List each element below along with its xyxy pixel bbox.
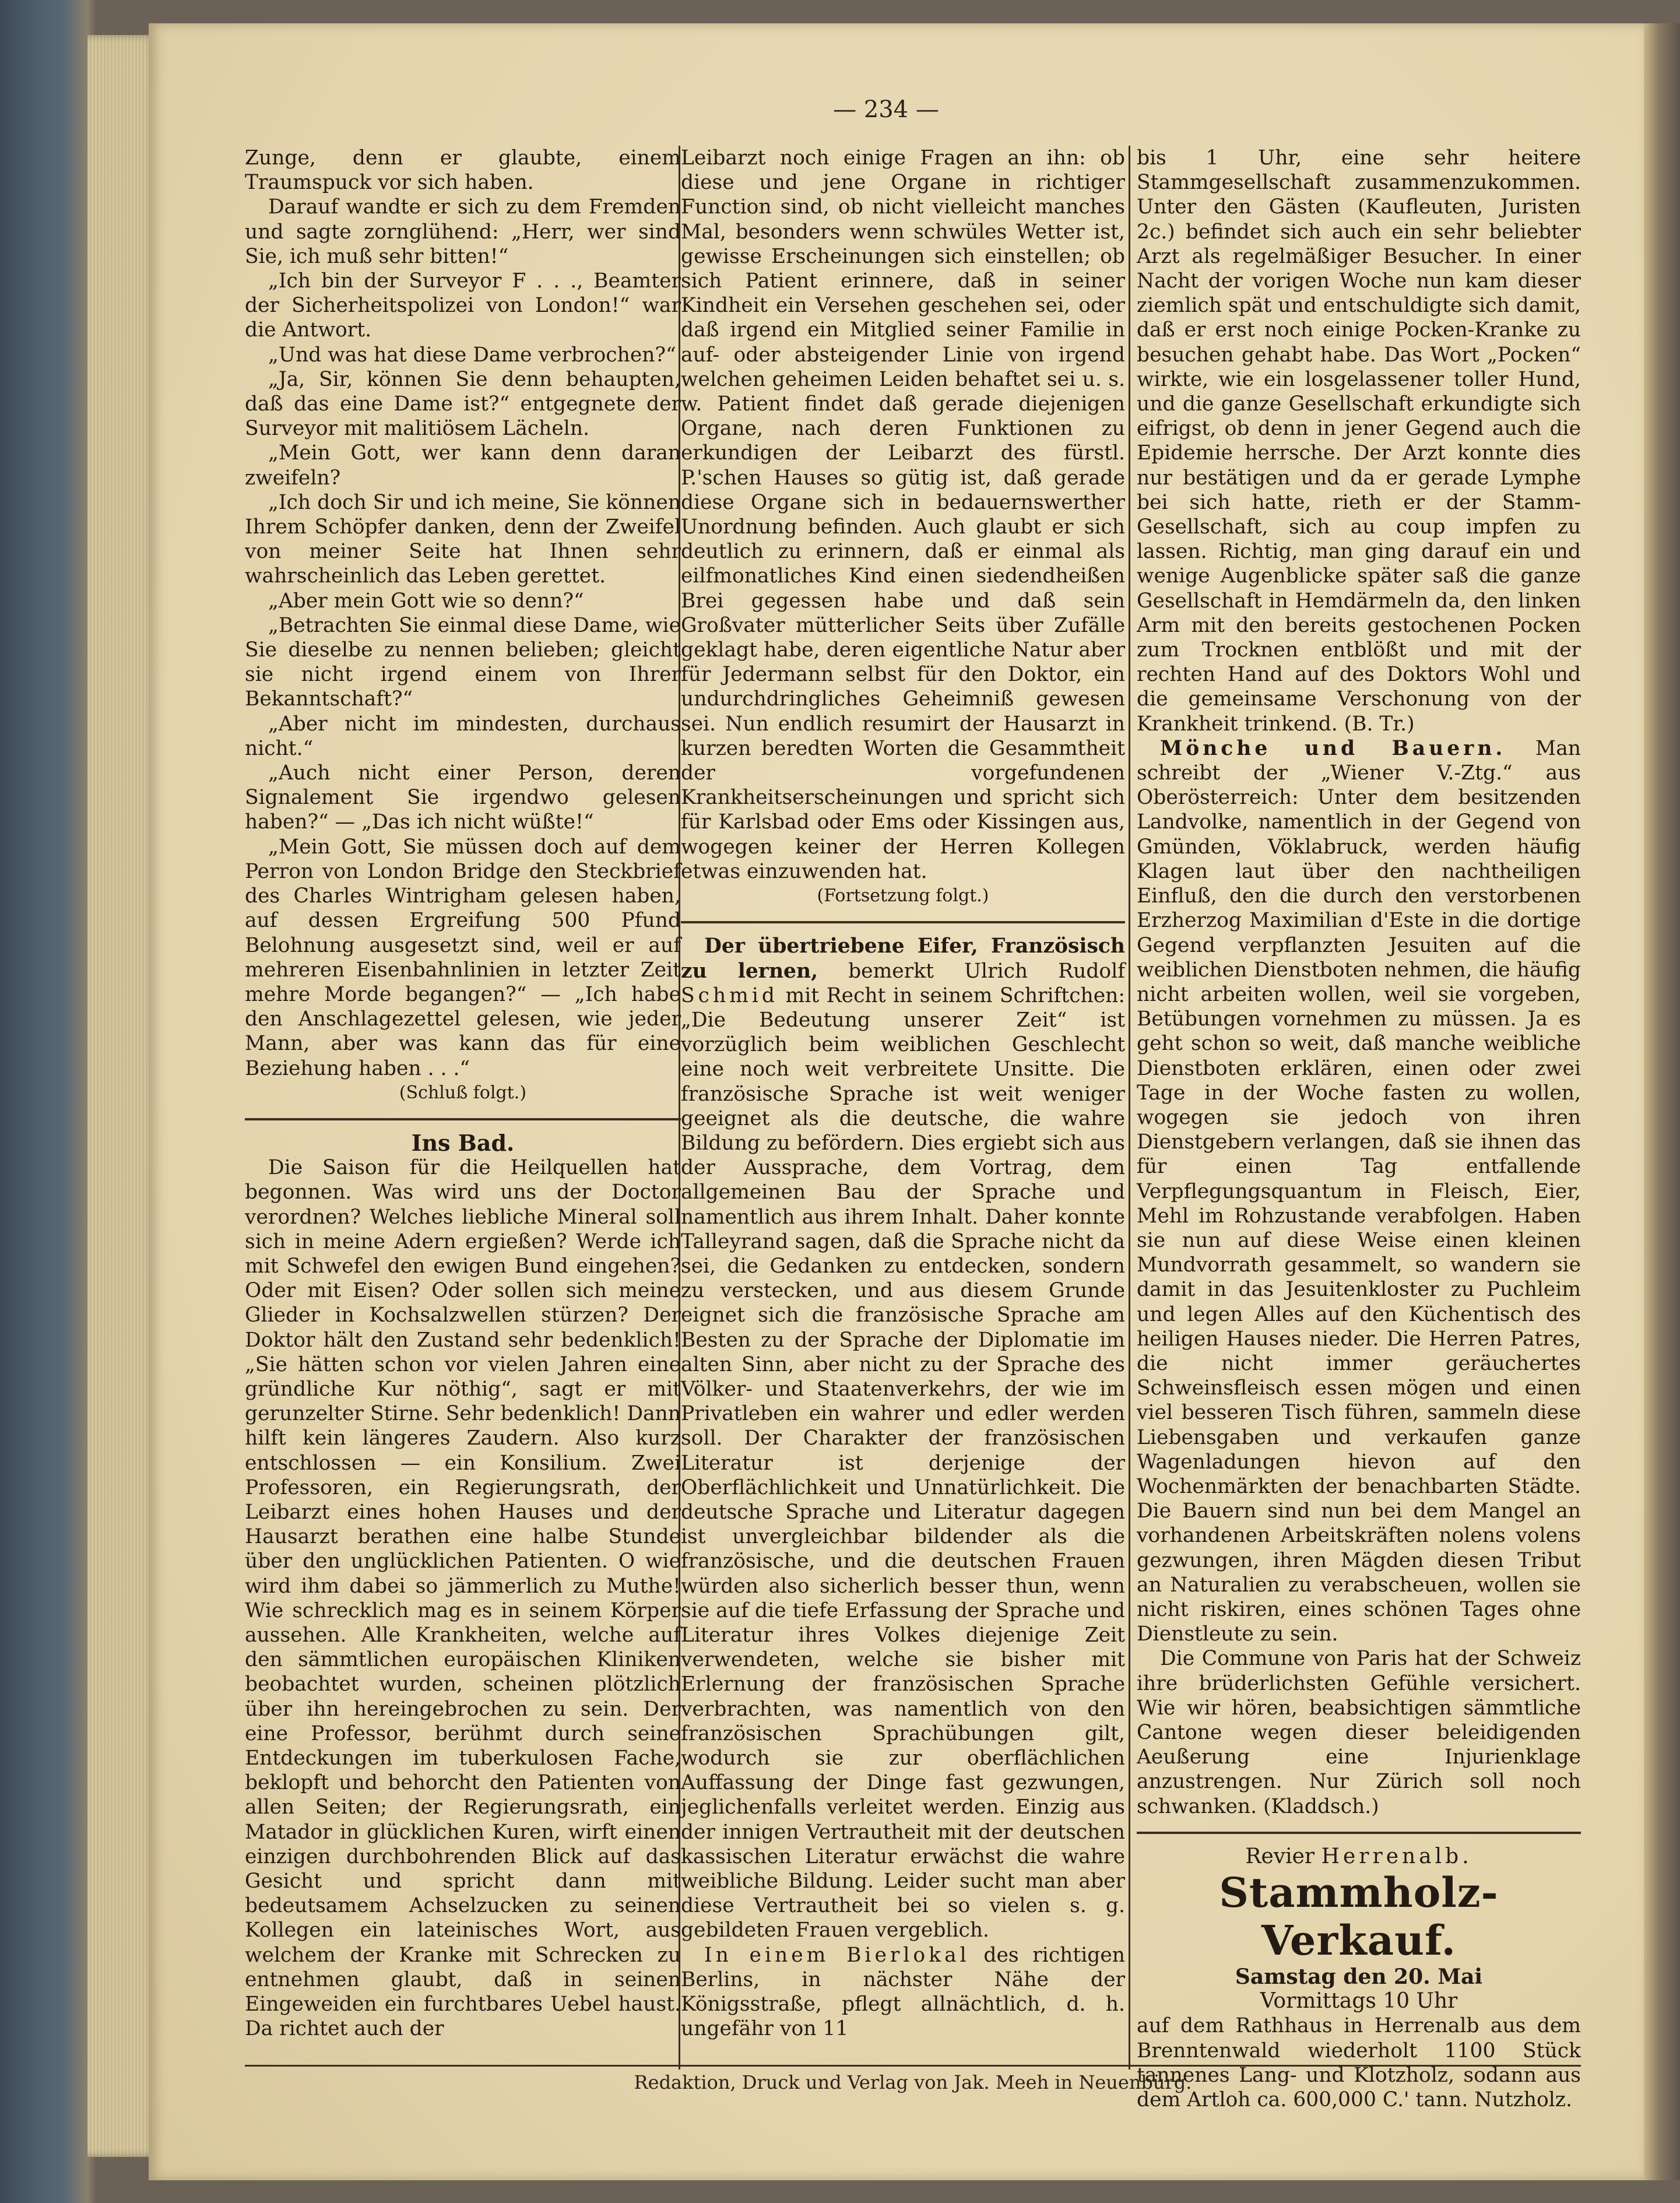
continuation-note: (Schluß folgt.) xyxy=(399,1082,527,1103)
footer-divider xyxy=(245,2065,1581,2067)
paragraph: „Mein Gott, Sie müssen doch auf dem Perron von London Bridge den Steckbrief des Charles Wintrigham gelesen haben, auf dessen Ergreifung 500 Pfund Belohnung ausgesetzt sind, weil er auf mehreren Eisenbahnlinien in letzter Zeit mehre Morde begangen?“ — „Ich habe den Anschlagezettel gelesen, wie jeder Mann, aber was kann das für eine Beziehung haben . . .“ xyxy=(245,835,681,1080)
advertisement-date: Samstag den 20. Mai xyxy=(1235,1965,1483,1990)
section-divider xyxy=(681,921,1125,923)
section-divider xyxy=(245,1118,681,1120)
news-item xyxy=(681,934,1125,1942)
column-3 xyxy=(1137,146,1581,2112)
book-binding xyxy=(87,35,157,2157)
paragraph: „Und was hat diese Dame verbrochen?“ xyxy=(268,343,676,367)
advertisement-header xyxy=(1137,1844,1581,1869)
paragraph: „Betrachten Sie einmal diese Dame, wie Sie dieselbe zu nennen belieben; gleicht sie nicht irgend einem von Ihrer Bekanntschaft?“ xyxy=(245,613,681,711)
advertisement-time: Vormittags 10 Uhr xyxy=(1260,1989,1458,2014)
news-item-text: mit Recht in seinem Schriftchen: „Die Bedeutung unserer Zeit“ ist vorzüglich beim weiblichen Geschlecht eine noch weit verbreitete Unsitte. Die französische Sprache ist weit weniger geeignet als die deutsche, die wahre Bildung zu befördern. Dies ergiebt sich aus der Aussprache, dem Vortrag, dem allgemeinen Bau der Sprache und namentlich aus ihrem Inhalt. Daher konnte Talleyrand sagen, daß die Sprache nicht da sei, die Gedanken zu entdecken, sondern zu verstecken, und aus diesem Grunde eignet sich die französische Sprache am Besten zu der Sprache der Diplomatie im alten Sinn, aber nicht zu der Sprache des Völker- und Staatenverkehrs, der wie im Privatleben ein wahrer und edler werden soll. Der Charakter der französischen Literatur ist derjenige der Oberflächlichkeit und Unnatürlichkeit. Die deutsche Sprache und Literatur dagegen ist unvergleichbar bildender als die französische, und die deutschen Frauen würden also sicherlich besser thun, wenn sie auf die tiefe Erfassung der Sprache und Literatur ihres Volkes diejenige Zeit verwendeten, welche sie bisher mit Erlernung der französischen Sprache verbrachten, was namentlich von den französischen Sprachübungen gilt, wodurch sie zur oberflächlichen Auffassung der Dinge fast gezwungen, jeglichenfalls verleitet werden. Einzig aus der innigen Vertrautheit mit der deutschen kassischen Literatur erwächst die wahre weibliche Bildung. Leider sucht man aber diese Vertrautheit bei so vielen s. g. gebildeten Frauen vergeblich. xyxy=(681,983,1125,1942)
section-divider xyxy=(1137,1832,1581,1834)
ad-place: Herrenalb. xyxy=(1321,1844,1472,1868)
author-name: Schmid xyxy=(681,983,779,1007)
advertisement-title: Stammholz-Verkauf. xyxy=(1219,1868,1499,1965)
paragraph: „Ich bin der Surveyor F . . ., Beamter der Sicherheitspolizei von London!“ war die Antwort. xyxy=(245,269,681,342)
news-item xyxy=(1137,736,1581,1647)
paragraph: „Ja, Sir, können Sie denn behaupten, daß das eine Dame ist?“ entgegnete der Surveyor mit malitiösem Lächeln. xyxy=(245,367,681,441)
paragraph: „Aber mein Gott wie so denn?“ xyxy=(268,589,584,613)
column-2 xyxy=(681,146,1125,2041)
news-item xyxy=(681,1943,1125,2042)
article-heading: Ins Bad. xyxy=(411,1129,515,1156)
article-body: Die Saison für die Heilquellen hat begonnen. Was wird uns der Doctor verordnen? Welches liebliche Mineral soll sich in meine Adern ergießen? Werde ich mit Schwefel den ewigen Bund eingehen? Oder mit Eisen? Oder sollen sich meine Glieder in Kochsalzwellen stürzen? Der Doktor hält den Zustand sehr bedenklich! „Sie hätten schon vor vielen Jahren eine gründliche Kur nöthig“, sagt er mit gerunzelter Stirne. Sehr bedenklich! Dann hilft kein längeres Zaudern. Also kurz entschlossen — ein Konsilium. Zwei Professoren, ein Regierungsrath, der Leibarzt eines hohen Hauses und der Hausarzt berathen eine halbe Stunde über den unglücklichen Patienten. O wie wird ihm dabei so jämmerlich zu Muthe! Wie schrecklich mag es in seinem Körper aussehen. Alle Krankheiten, welche auf den sämmtlichen europäischen Kliniken beobachtet wurden, scheinen plötzlich über ihn hereingebrochen zu sein. Der eine Professor, berühmt durch seine Entdeckungen im tuberkulosen Fache, beklopft und behorcht den Patienten von allen Seiten; der Regierungsrath, ein Matador in glücklichen Kuren, wirft einen einzigen durchbohrenden Blick auf das Gesicht und spricht dann mit bedeutsamem Achselzucken zu seinen Kollegen ein lateinisches Wort, aus welchem der Kranke mit Schrecken zu entnehmen glaubt, daß in seinen Eingeweiden ein furchtbares Uebel haust. Da richtet auch der xyxy=(245,1156,681,2041)
news-item-text: bemerkt Ulrich Rudolf xyxy=(818,959,1125,983)
page-number: — 234 — xyxy=(833,96,939,123)
paragraph: Darauf wandte er sich zu dem Fremden und sagte zornglühend: „Herr, wer sind Sie, ich muß sehr bitten!“ xyxy=(245,195,681,268)
paragraph: „Auch nicht einer Person, deren Signalement Sie irgendwo gelesen haben?“ — „Das ich nicht wüßte!“ xyxy=(245,761,681,834)
source-attribution: (B. Tr.) xyxy=(1344,712,1415,736)
news-item-text: des richtigen Berlins, in nächster Nähe der Königsstraße, pflegt allnächtlich, d. h. ungefähr von 11 xyxy=(681,1943,1125,2041)
paragraph: „Mein Gott, wer kann denn daran zweifeln? xyxy=(245,441,681,490)
ad-revier: Revier xyxy=(1245,1844,1315,1868)
story-continuation: Zunge, denn er glaubte, einem Traumspuck vor sich haben. xyxy=(245,146,681,195)
paragraph: „Aber nicht im mindesten, durchaus nicht.“ xyxy=(245,712,681,760)
article-body: Leibarzt noch einige Fragen an ihn: ob diese und jene Organe in richtiger Function sind, ob nicht vielleicht manches Mal, besonders wenn schwüles Wetter ist, gewisse Erscheinungen sich einstellen; ob sich Patient erinnere, daß in seiner Kindheit ein Versehen geschehen sei, oder daß irgend ein Mitglied seiner Familie in auf- oder absteigender Linie von irgend welchen geheimen Leiden behaftet sei u. s. w. Patient findet daß gerade diejenigen Organe, nach deren Funktionen zu erkundigen der Leibarzt des fürstl. P.'schen Hauses so gütig ist, daß gerade diese Organe sich in bedauernswerther Unordnung befinden. Auch glaubt er sich deutlich zu erinnern, daß er einmal als eilfmonatliches Kind einen siedendheißen Brei gegessen habe und daß sein Großvater mütterlicher Seits über Zufälle geklagt habe, deren eigentliche Natur aber für Jedermann selbst für den Doktor, ein undurchdringliches Geheimniß gewesen sei. Nun endlich resumirt der Hausarzt in kurzen beredten Worten die Gesammtheit der vorgefundenen Krankheitserscheinungen und spricht sich für Karlsbad oder Ems oder Kissingen aus, wogegen keiner der Herren Kollegen etwas einzuwenden hat. xyxy=(681,146,1125,883)
paragraph: „Ich doch Sir und ich meine, Sie können Ihrem Schöpfer danken, denn der Zweifel von meiner Seite hat Ihnen sehr wahrscheinlich das Leben gerettet. xyxy=(245,490,681,588)
news-item-lead: Der übertriebene Eifer, Französisch zu lernen, xyxy=(681,934,1125,983)
imprint-footer: Redaktion, Druck und Verlag von Jak. Meeh in Neuenbürg. xyxy=(634,2071,1192,2093)
news-item-text: Die Commune von Paris hat der Schweiz ihre brüderlichsten Gefühle versichert. Wie wir hören, beabsichtigen sämmtliche Cantone wegen dieser beleidigenden Aeußerung eine Injurienklage anzustrengen. Nur Zürich soll noch schwanken. xyxy=(1137,1647,1581,1818)
news-item-lead: In einem Bierlokal xyxy=(704,1943,970,1967)
news-item-lead: Mönche und Bauern. xyxy=(1160,736,1506,760)
news-item xyxy=(1137,1646,1581,1818)
news-item-text: Man schreibt der „Wiener V.-Ztg.“ aus Oberösterreich: Unter dem besitzenden Landvolke, namentlich in der Gegend von Gmünden, Vöklabruck, werden häufig Klagen laut über den nachtheiligen Einfluß, den die durch den verstorbenen Erzherzog Maximilian d'Este in die dortige Gegend verpflanzten Jesuiten auf die weiblichen Dienstboten nehmen, die häufig nicht arbeiten wollen, weil sie vorgeben, Betübungen vornehmen zu müssen. Ja es geht schon so weit, daß manche weibliche Dienstboten erklären, einen oder zwei Tage in der Woche fasten zu wollen, wogegen sie jedoch von ihren Dienstgebern verlangen, daß sie ihnen das für einen Tag entfallende Verpflegungsquantum in Fleisch, Eier, Mehl im Rohzustande verabfolgen. Haben sie nun auf diese Weise einen kleinen Mundvorrath gesammelt, so wandern sie damit in das Jesuitenkloster zu Puchleim und legen Alles auf den Küchentisch des heiligen Hauses nieder. Die Herren Patres, die nicht immer geräuchertes Schweinsfleisch essen mögen und einen viel besseren Tisch führen, sammeln diese Liebensgaben und verkaufen ganze Wagenladungen hievon auf den Wochenmärkten der benachbarten Städte. Die Bauern sind nun bei dem Mangel an vorhandenen Arbeitskräften nolens volens gezwungen, ihren Mägden diesen Tribut an Naturalien zu verabscheuen, wollen sie nicht riskiren, eines schönen Tages ohne Dienstleute zu sein. xyxy=(1137,736,1581,1646)
page-edge xyxy=(1644,23,1680,2180)
news-item-body: bis 1 Uhr, eine sehr heitere Stammgesellschaft zusammenzukommen. Unter den Gästen (Kaufleuten, Juristen 2c.) befindet sich auch ein sehr beliebter Arzt als regelmäßiger Besucher. In einer Nacht der vorigen Woche nun kam dieser ziemlich spät und entschuldigte sich damit, daß er erst noch einige Pocken-Kranke zu besuchen gehabt habe. Das Wort „Pocken“ wirkte, wie ein losgelassener toller Hund, und die ganze Gesellschaft erkundigte sich eifrigst, ob denn in jener Gegend auch die Epidemie herrsche. Der Arzt konnte dies nur bestätigen und da er gerade Lymphe bei sich hatte, rieth er der Stamm-Gesellschaft, sich au coup impfen zu lassen. Richtig, man ging darauf ein und wenige Augenblicke später saß die ganze Gesellschaft in Hemdärmeln da, den linken Arm mit den bereits gestochenen Pocken zum Trocknen entblößt und mit der rechten Hand auf des Doktors Wohl und die gemeinsame Verschonung von der Krankheit trinkend. xyxy=(1137,146,1581,736)
column-1 xyxy=(245,146,681,2041)
source-attribution: (Kladdsch.) xyxy=(1263,1794,1379,1818)
continuation-note: (Fortsetzung folgt.) xyxy=(817,886,989,907)
advertisement-text: auf dem Rathhaus in Herrenalb aus dem Brenntenwald wiederholt 1100 Stück tannenes Lang- und Klotzholz, sodann aus dem Artloh ca. 600,000 C.' tann. Nutzholz. xyxy=(1137,2014,1581,2112)
news-item-text xyxy=(1137,146,1581,736)
column-rule-2 xyxy=(1129,146,1130,2070)
